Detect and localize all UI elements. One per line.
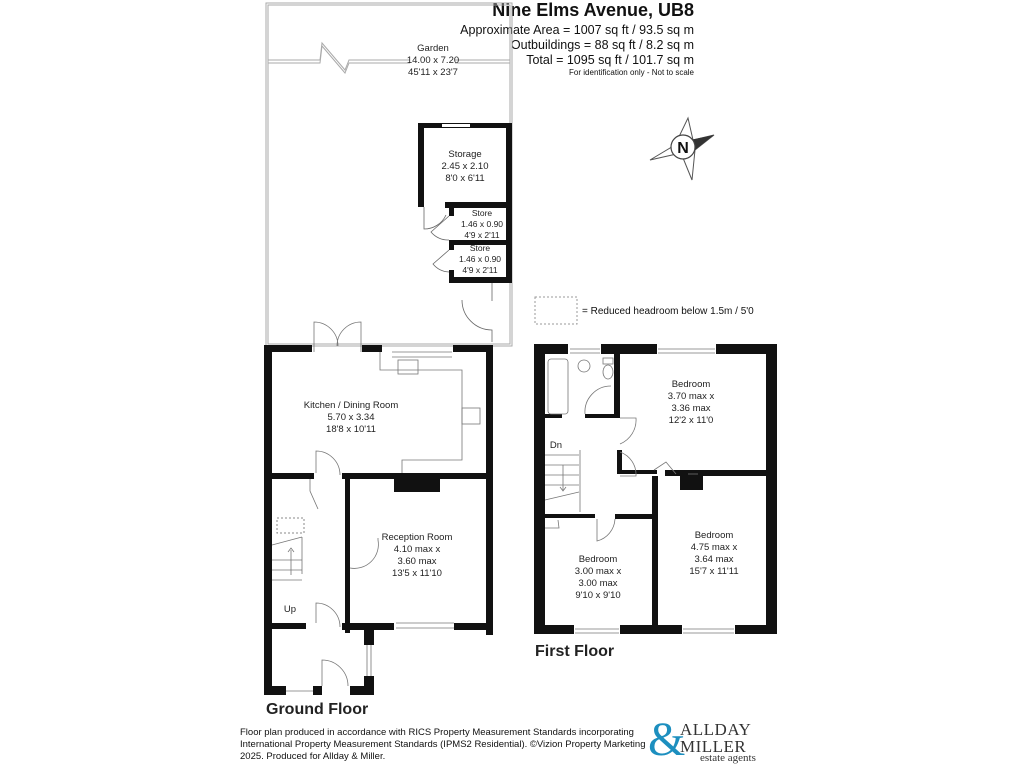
store1-imperial: 4'9 x 2'11 [464,230,500,240]
storage-imperial: 8'0 x 6'11 [445,173,485,184]
logo-allday: ALLDAY [680,720,752,739]
bedroom1-size-1: 3.70 max x [667,391,715,402]
storage-metric: 2.45 x 2.10 [441,161,489,172]
total-area: Total = 1095 sq ft / 101.7 sq m [526,53,694,67]
bedroom3-name: Bedroom [578,554,618,565]
reception-name: Reception Room [381,532,453,543]
store1-name: Store [471,208,493,218]
store2-imperial: 4'9 x 2'11 [462,265,498,275]
bedroom3-imperial: 9'10 x 9'10 [575,590,621,601]
bedroom1-size-2: 3.36 max [671,403,711,414]
bedroom2-size-1: 4.75 max x [690,542,738,553]
bedroom2-imperial: 15'7 x 11'11 [689,566,739,577]
logo-ampersand: & [648,713,686,766]
first-floor-walls [534,344,777,634]
legend-swatch [535,297,577,324]
bedroom1-name: Bedroom [671,379,711,390]
outbuildings-area: Outbuildings = 88 sq ft / 8.2 sq m [510,38,694,52]
compass-label: N [677,140,689,157]
kitchen-name: Kitchen / Dining Room [303,400,399,411]
store1-metric: 1.46 x 0.90 [460,219,504,229]
kitchen-imperial: 18'8 x 10'11 [326,424,376,435]
store2-name: Store [469,243,491,253]
storage-name: Storage [448,149,482,160]
bedroom2-name: Bedroom [694,530,734,541]
ground-floor-walls [264,345,493,695]
garden-name: Garden [417,43,449,54]
approximate-area: Approximate Area = 1007 sq ft / 93.5 sq m [460,23,694,37]
first-floor-label: First Floor [535,643,615,660]
reception-size-2: 3.60 max [397,556,437,567]
kitchen-metric: 5.70 x 3.34 [327,412,375,423]
compass-icon [650,118,714,180]
bedroom3-size-1: 3.00 max x [574,566,622,577]
bedroom1-imperial: 12'2 x 11'0 [668,415,714,426]
footer-disclaimer: Floor plan produced in accordance with RICS Property Measurement Standards incorporating International Property Measurement Standards (IPMS2 Residential). ©Vizion Property Marketing 2025. Produced for Allday & Miller. [240,727,646,762]
reception-imperial: 13'5 x 11'10 [392,568,442,579]
garden-imperial: 45'11 x 23'7 [408,67,458,78]
ground-floor-label: Ground Floor [266,701,369,718]
up-label: Up [283,604,297,615]
reduced-headroom-area [277,518,304,533]
logo-tagline: estate agents [700,752,756,764]
logo-miller: MILLER [680,737,747,756]
property-title: Nine Elms Avenue, UB8 [492,0,694,20]
scale-note: For identification only - Not to scale [569,68,694,77]
reception-size-1: 4.10 max x [393,544,441,555]
garden-metric: 14.00 x 7.20 [406,55,460,66]
dn-label: Dn [549,440,563,451]
legend-text: = Reduced headroom below 1.5m / 5'0 [582,306,754,317]
bedroom3-size-2: 3.00 max [578,578,618,589]
bedroom2-size-2: 3.64 max [694,554,734,565]
store2-metric: 1.46 x 0.90 [458,254,502,264]
